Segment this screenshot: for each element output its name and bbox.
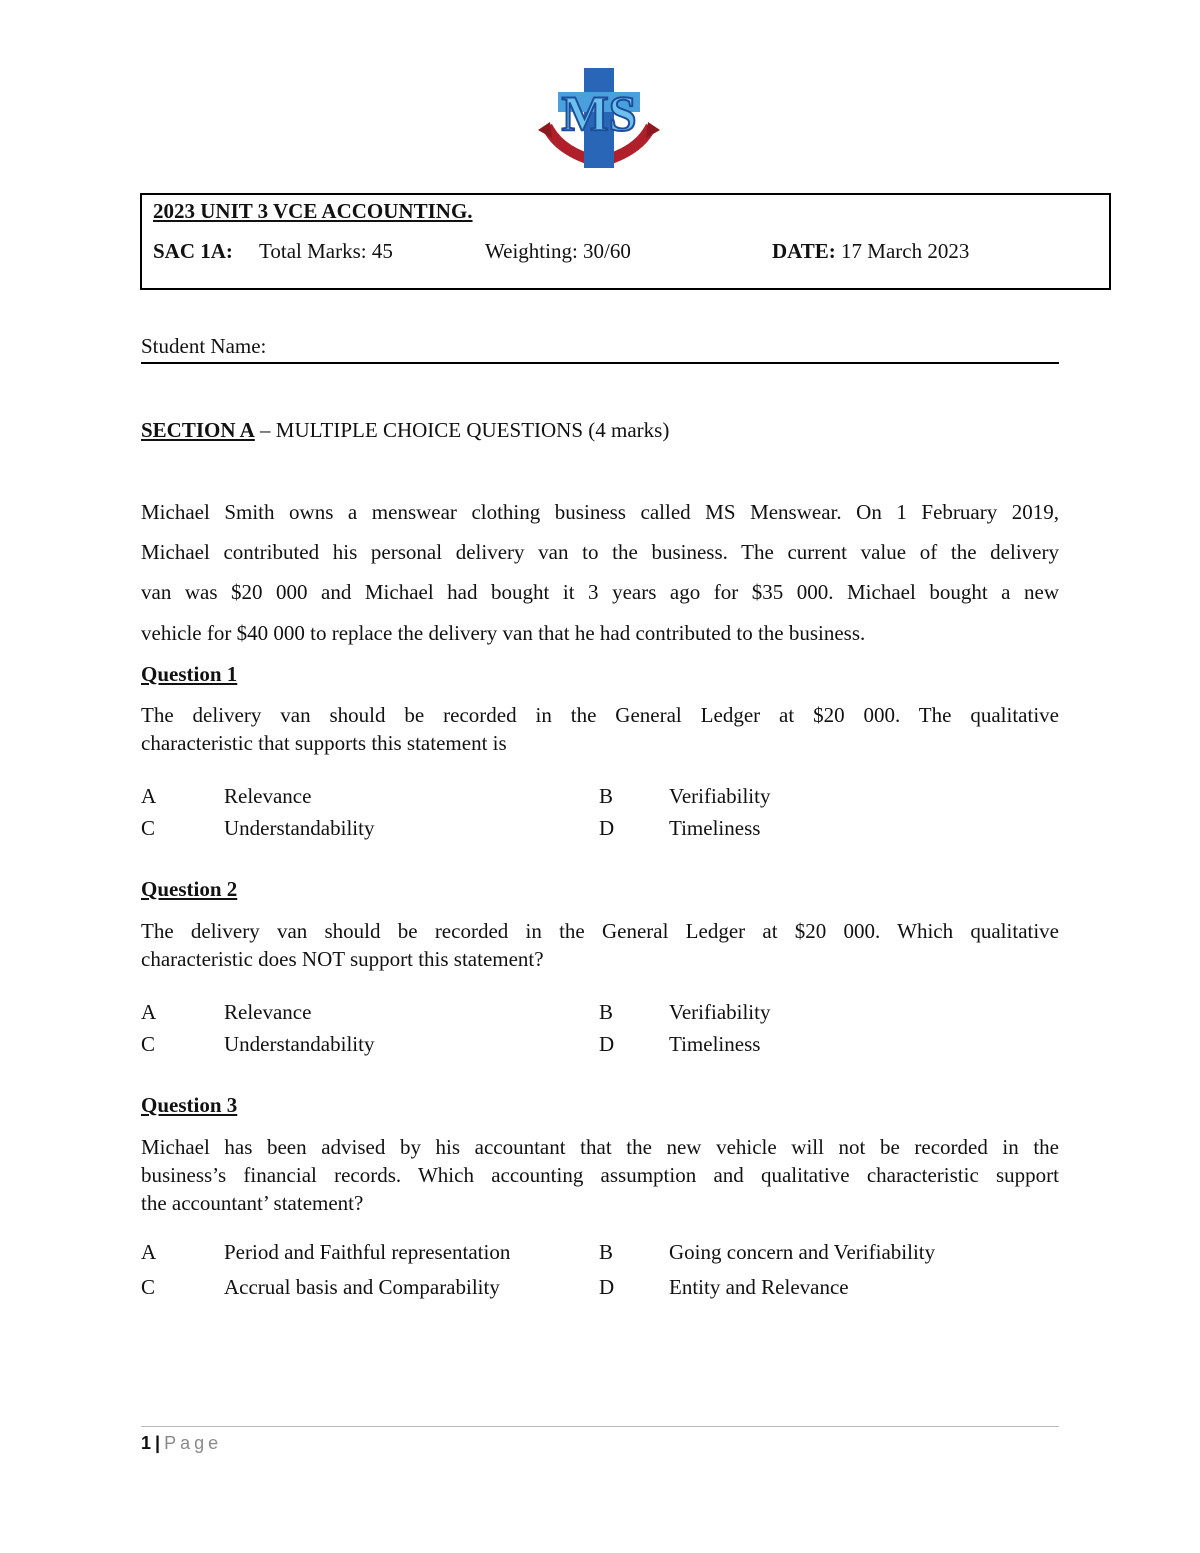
- section-title: [141, 418, 669, 443]
- total-marks: Total Marks: 45: [259, 239, 393, 263]
- question-3-heading: Question 3: [141, 1093, 238, 1117]
- page-label: Page: [164, 1433, 223, 1453]
- q1-option-d-letter[interactable]: D: [599, 816, 615, 840]
- page-separator: |: [155, 1433, 161, 1453]
- exam-title: 2023 UNIT 3 VCE ACCOUNTING.: [153, 199, 473, 223]
- q2-option-d[interactable]: Timeliness: [669, 1032, 761, 1056]
- intro-line: Michael Smith owns a menswear clothing business called MS Menswear. On 1 February 2019,: [141, 500, 1059, 524]
- page-footer: [141, 1433, 222, 1454]
- q2-option-d-letter[interactable]: D: [599, 1032, 615, 1056]
- q1-option-a[interactable]: Relevance: [224, 784, 312, 808]
- question-1-text: The delivery van should be recorded in the General Ledger at $20 000. The qualitative characteristic that supports this statement is: [141, 703, 1059, 755]
- question-3-text: Michael has been advised by his accountant that the new vehicle will not be recorded in the business’s financial records. Which accounting assumption and qualitative characteristic support the accountant’ statement?: [141, 1135, 1059, 1215]
- q2-option-b-letter[interactable]: B: [599, 1000, 614, 1024]
- section-label: SECTION A: [141, 418, 255, 442]
- student-name-label: Student Name:: [141, 334, 267, 358]
- header-box: [140, 193, 1111, 290]
- section-subtitle: – MULTIPLE CHOICE QUESTIONS (4 marks): [254, 418, 670, 442]
- weighting: Weighting: 30/60: [485, 239, 631, 263]
- q3-option-a[interactable]: Period and Faithful representation: [224, 1240, 511, 1264]
- q3-option-b[interactable]: Going concern and Verifiability: [669, 1240, 936, 1264]
- intro-line: van was $20 000 and Michael had bought it 3 years ago for $35 000. Michael bought a new: [141, 580, 1059, 604]
- q1-option-d[interactable]: Timeliness: [669, 816, 761, 840]
- q3-option-d-letter[interactable]: D: [599, 1275, 615, 1299]
- q3-option-c[interactable]: Accrual basis and Comparability: [224, 1275, 500, 1299]
- q1-option-c-letter[interactable]: C: [141, 816, 156, 840]
- q1-option-c[interactable]: Understandability: [224, 816, 375, 840]
- date: [772, 239, 969, 264]
- q3-option-b-letter[interactable]: B: [599, 1240, 614, 1264]
- sac-label: SAC 1A:: [153, 239, 233, 263]
- question-2-heading: Question 2: [141, 877, 238, 901]
- q3-option-a-letter[interactable]: A: [141, 1240, 157, 1264]
- date-value: 17 March 2023: [841, 239, 970, 263]
- q1-option-a-letter[interactable]: A: [141, 784, 157, 808]
- date-label: DATE:: [772, 239, 836, 263]
- q2-option-a[interactable]: Relevance: [224, 1000, 312, 1024]
- page-number: 1: [141, 1433, 152, 1453]
- intro-line: vehicle for $40 000 to replace the delivery van that he had contributed to the business.: [141, 621, 866, 645]
- svg-text:MS: MS: [561, 85, 637, 141]
- school-logo: [534, 64, 664, 180]
- q1-option-b[interactable]: Verifiability: [669, 784, 771, 808]
- footer-divider: [141, 1426, 1059, 1427]
- intro-line: Michael contributed his personal delivery van to the business. The current value of the delivery: [141, 540, 1059, 564]
- question-2-text: The delivery van should be recorded in the General Ledger at $20 000. Which qualitative characteristic does NOT support this statement?: [141, 919, 1059, 971]
- question-1-heading: Question 1: [141, 662, 238, 686]
- q2-option-c-letter[interactable]: C: [141, 1032, 156, 1056]
- q3-option-d[interactable]: Entity and Relevance: [669, 1275, 849, 1299]
- q2-option-c[interactable]: Understandability: [224, 1032, 375, 1056]
- q3-option-c-letter[interactable]: C: [141, 1275, 156, 1299]
- student-name-field[interactable]: [141, 334, 1059, 364]
- q2-option-b[interactable]: Verifiability: [669, 1000, 771, 1024]
- q2-option-a-letter[interactable]: A: [141, 1000, 157, 1024]
- q1-option-b-letter[interactable]: B: [599, 784, 614, 808]
